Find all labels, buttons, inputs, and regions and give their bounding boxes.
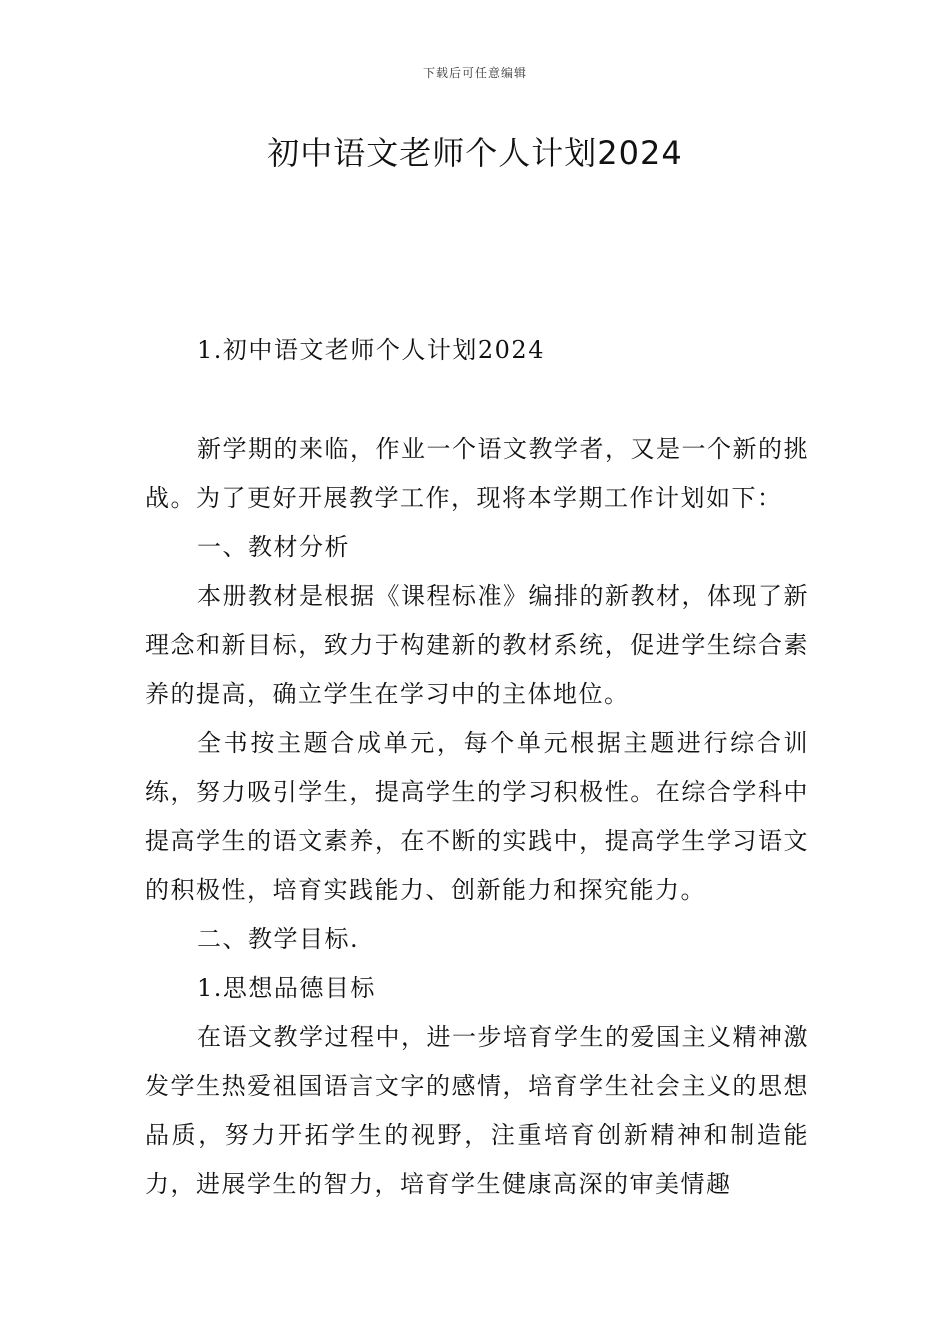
paragraph-textbook-units: 全书按主题合成单元，每个单元根据主题进行综合训练，努力吸引学生，提高学生的学习积极性。在综合学科中提高学生的语文素养，在不断的实践中，提高学生学习语文的积极性，培育实践能力、创新能力和探究能力。 bbox=[145, 729, 809, 904]
paragraph-textbook-overview: 本册教材是根据《课程标准》编排的新教材，体现了新理念和新目标，致力于构建新的教材系统，促进学生综合素养的提高，确立学生在学习中的主体地位。 bbox=[145, 582, 809, 708]
paragraph-moral-goals: 在语文教学过程中，进一步培育学生的爱国主义精神激发学生热爱祖国语言文字的感情，培育学生社会主义的思想品质，努力开拓学生的视野，注重培育创新精神和制造能力，进展学生的智力，培育学生健康高深的审美情趣 bbox=[145, 1023, 809, 1198]
heading-moral-goals: 1.思想品德目标 bbox=[197, 974, 376, 1002]
section-heading: 1.初中语文老师个人计划2024 bbox=[197, 336, 545, 364]
heading-teaching-goals: 二、教学目标. bbox=[197, 925, 360, 953]
page-header-note: 下载后可任意编辑 bbox=[422, 66, 527, 80]
paragraph-intro: 新学期的来临，作业一个语文教学者，又是一个新的挑战。为了更好开展教学工作，现将本学期工作计划如下： bbox=[145, 435, 809, 512]
document-body bbox=[145, 326, 809, 1209]
document-title: 初中语文老师个人计划2024 bbox=[267, 134, 683, 172]
spacer bbox=[145, 375, 809, 425]
heading-textbook-analysis: 一、教材分析 bbox=[197, 533, 350, 561]
